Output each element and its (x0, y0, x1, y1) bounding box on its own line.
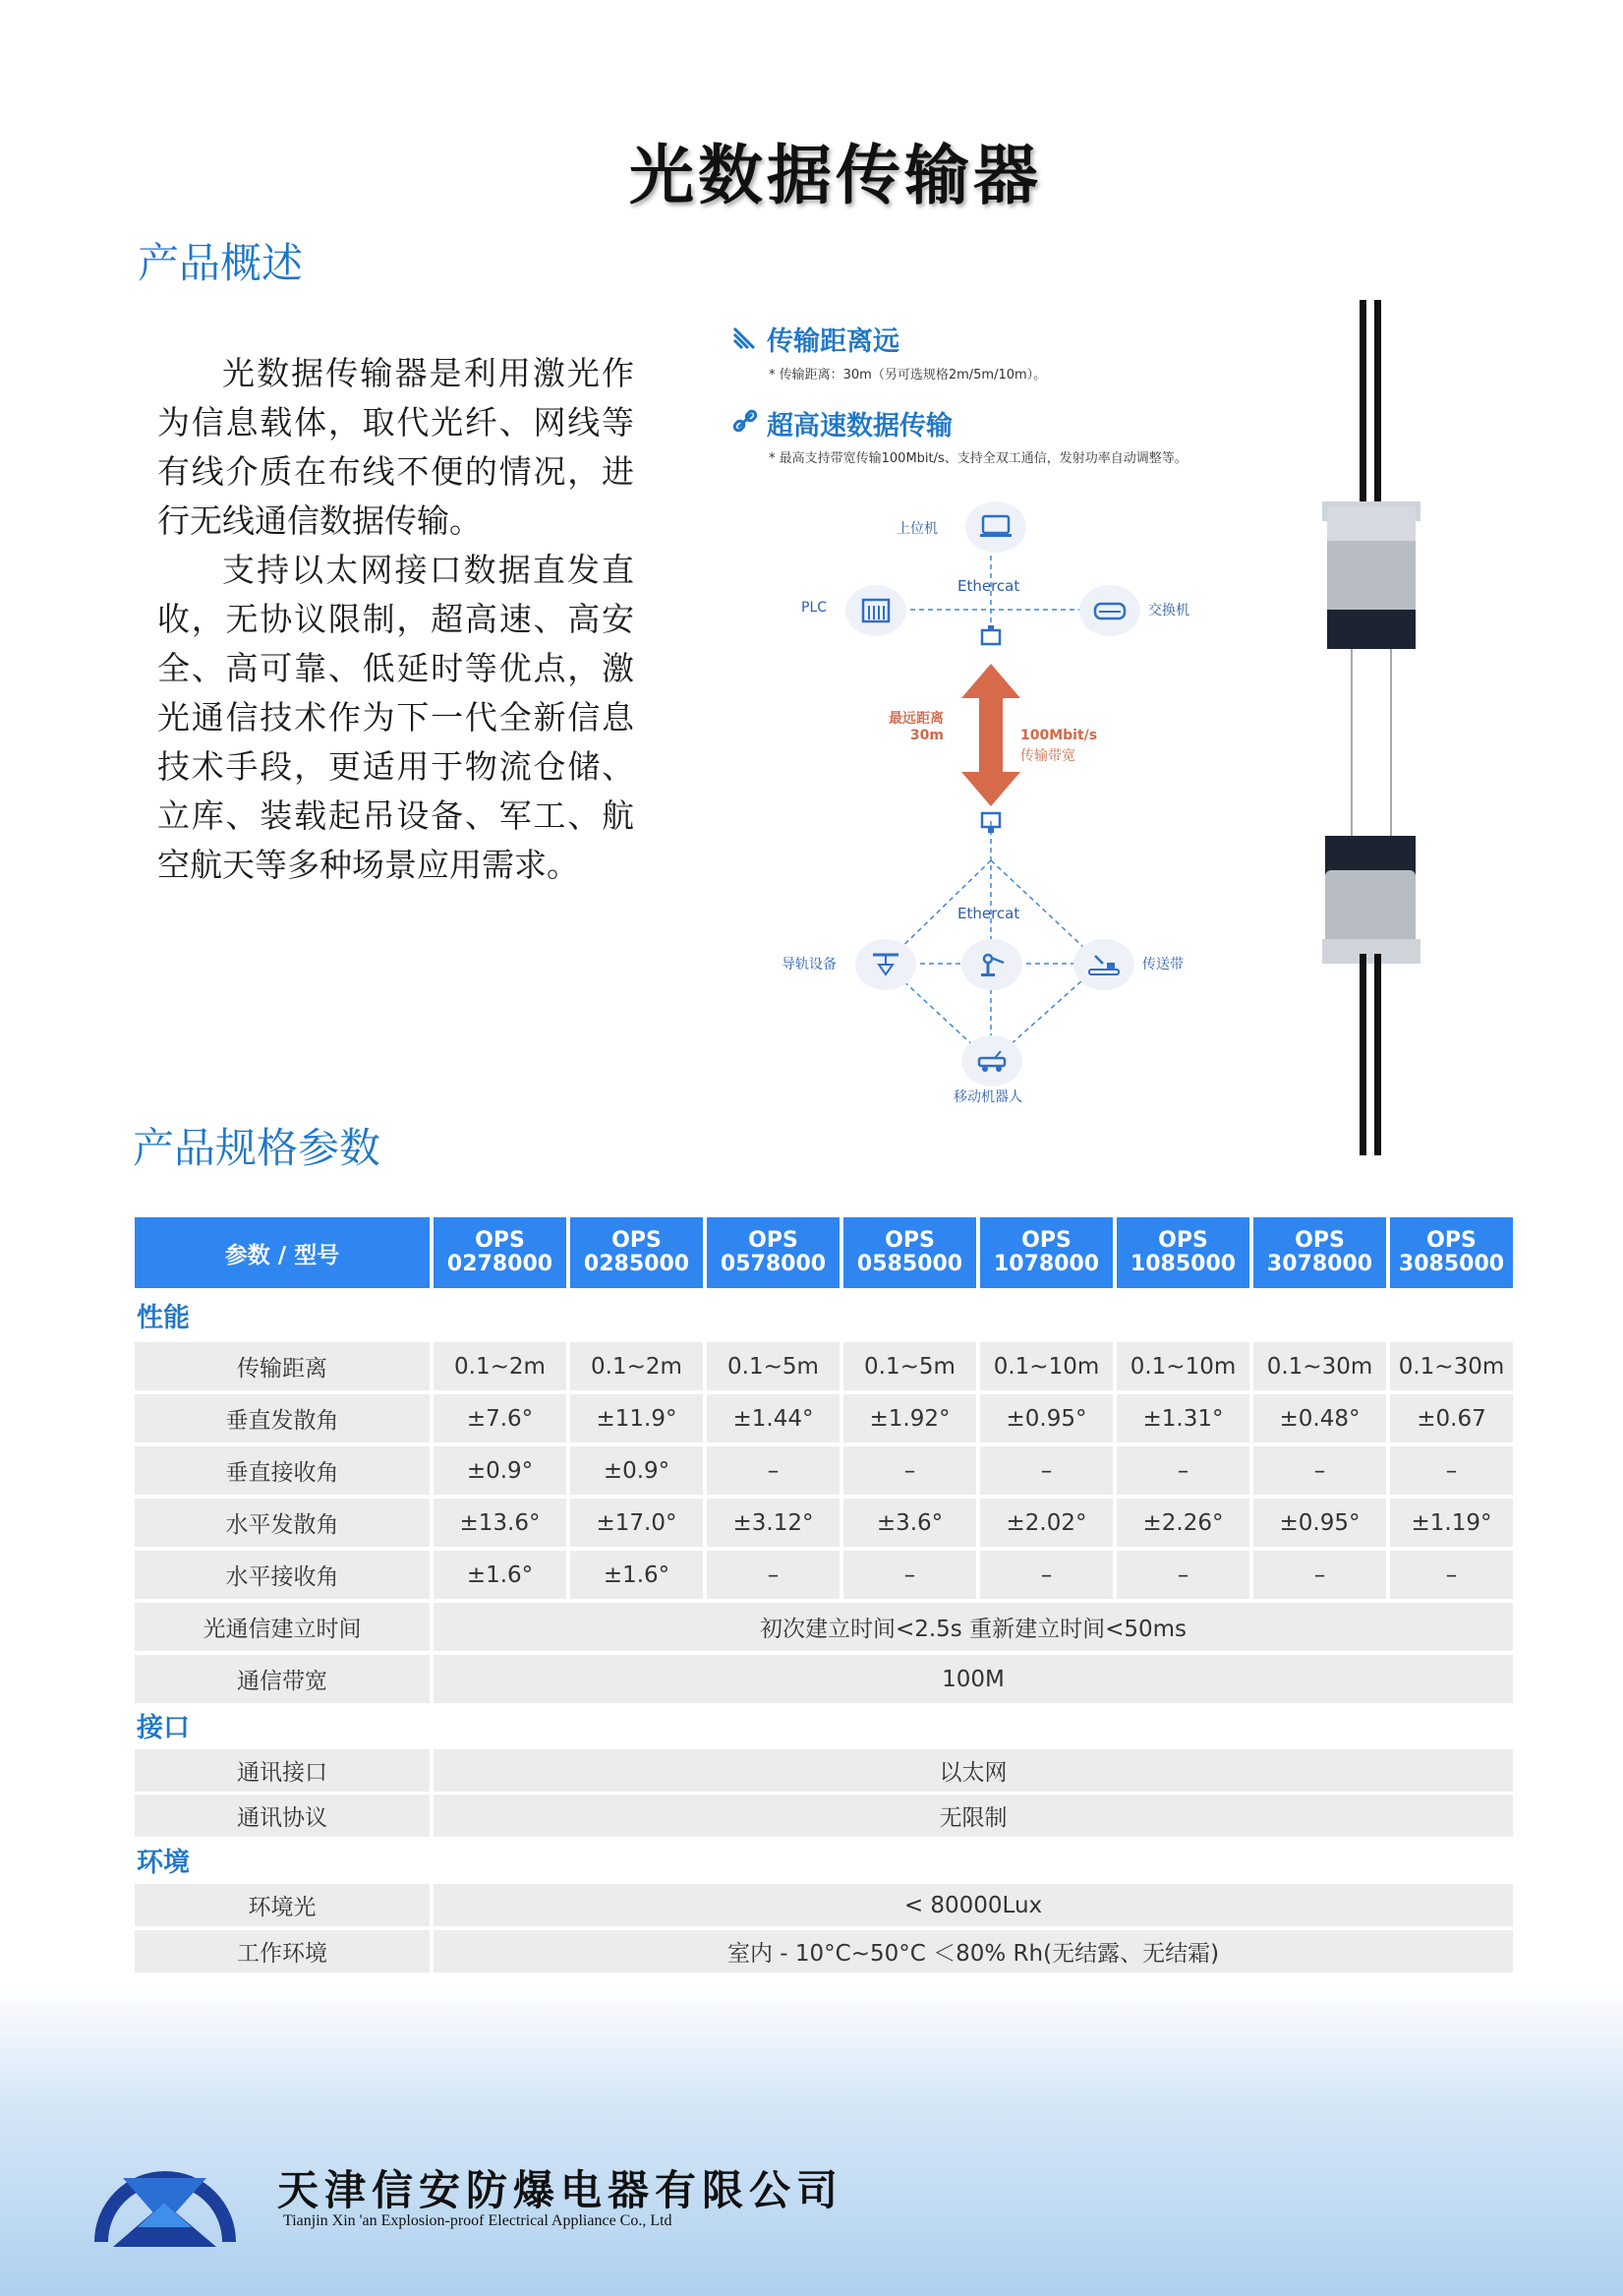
row-value: ±0.9° (434, 1446, 566, 1495)
row-value: ±1.31° (1117, 1394, 1249, 1442)
row-value: – (1390, 1446, 1513, 1495)
header-model-cell (1253, 1217, 1386, 1288)
row-value: ±1.6° (570, 1551, 703, 1599)
model-number: 3078000 (1266, 1252, 1373, 1276)
model-prefix: OPS (885, 1228, 935, 1253)
ethercat-label-top: Ethercat (957, 577, 1020, 595)
bandwidth-label: 传输带宽 (1020, 748, 1075, 764)
model-prefix: OPS (1021, 1228, 1072, 1253)
node-label-host: 上位机 (897, 521, 938, 537)
transceiver-top-icon (979, 624, 1003, 652)
header-model-cell (1117, 1217, 1249, 1288)
table-row (135, 1394, 1513, 1442)
table-row (135, 1655, 1513, 1703)
row-value: ±1.92° (843, 1394, 976, 1442)
node-label-conveyor: 传送带 (1142, 957, 1184, 972)
row-value: 0.1~5m (707, 1342, 840, 1390)
company-name-en: Tianjin Xin 'an Explosion-proof Electrical Appliance Co., Ltd (283, 2212, 672, 2229)
company-name-cn: 天津信安防爆电器有限公司 (277, 2166, 844, 2214)
row-label: 传输距离 (135, 1342, 430, 1390)
model-prefix: OPS (611, 1228, 662, 1253)
row-value: 0.1~5m (843, 1342, 976, 1390)
feature-desc-speed: * 最高支持带宽传输100Mbit/s、支持全双工通信，发射功率自动调整等。 (769, 451, 1188, 466)
header-model-cell (570, 1217, 703, 1288)
section-heading-spec: 产品规格参数 (133, 1124, 381, 1172)
conveyor-icon (1073, 939, 1134, 990)
row-value: – (1253, 1446, 1386, 1495)
row-value: ±1.6° (434, 1551, 566, 1599)
device-product-image (1312, 300, 1430, 1155)
switch-icon (1079, 585, 1140, 636)
host-computer-icon (965, 501, 1026, 553)
row-value: – (980, 1551, 1113, 1599)
feature-title-speed: 超高速数据传输 (767, 411, 953, 442)
row-value: ±3.6° (843, 1499, 976, 1547)
row-value: 0.1~30m (1253, 1342, 1386, 1390)
header-model-cell (843, 1217, 976, 1288)
model-prefix: OPS (1426, 1228, 1477, 1253)
row-value: – (1390, 1551, 1513, 1599)
row-value: ±1.19° (1390, 1499, 1513, 1547)
mobile-robot-icon (961, 1035, 1022, 1087)
bandwidth-value: 100Mbit/s (1020, 728, 1098, 743)
model-number: 1078000 (993, 1252, 1100, 1276)
model-prefix: OPS (1295, 1228, 1345, 1253)
row-value-span: 100M (434, 1655, 1513, 1703)
row-label: 通信带宽 (135, 1655, 430, 1703)
node-label-rail: 导轨设备 (782, 957, 837, 972)
row-value: ±2.26° (1117, 1499, 1249, 1547)
table-row (135, 1499, 1513, 1547)
model-number: 3085000 (1398, 1252, 1505, 1276)
model-prefix: OPS (748, 1228, 798, 1253)
row-value: ±0.95° (980, 1394, 1113, 1442)
model-prefix: OPS (1158, 1228, 1208, 1253)
row-value: ±1.44° (707, 1394, 840, 1442)
model-number: 0585000 (856, 1252, 963, 1276)
model-number: 0285000 (583, 1252, 690, 1276)
table-row (135, 1884, 1513, 1926)
page-title: 光数据传输器 (629, 138, 1042, 213)
table-row (135, 1342, 1513, 1390)
transceiver-bottom-icon (979, 811, 1003, 839)
ethercat-label-bottom: Ethercat (957, 905, 1020, 922)
table-row (135, 1446, 1513, 1495)
row-value: ±3.12° (707, 1499, 840, 1547)
row-value: ±0.48° (1253, 1394, 1386, 1442)
overview-paragraph: 支持以太网接口数据直发直收，无协议限制，超高速、高安全、高可靠、低延时等优点，激光通信技术作为下一代全新信息技术手段，更适用于物流仓储、立库、装载起吊设备、军工、航空航天等多种场景应用需求。 (157, 551, 634, 884)
row-value: – (843, 1446, 976, 1495)
row-label: 垂直发散角 (135, 1394, 430, 1442)
row-value-span: 无限制 (434, 1795, 1513, 1837)
model-number: 0278000 (446, 1252, 553, 1276)
row-value: ±17.0° (570, 1499, 703, 1547)
row-value-span: < 80000Lux (434, 1884, 1513, 1926)
model-prefix: OPS (475, 1228, 525, 1253)
group-label-environment: 环境 (137, 1848, 190, 1878)
row-value: – (843, 1551, 976, 1599)
table-row (135, 1551, 1513, 1599)
row-value: – (707, 1446, 840, 1495)
row-value: – (1117, 1446, 1249, 1495)
node-label-switch: 交换机 (1148, 603, 1189, 618)
row-value: – (980, 1446, 1113, 1495)
table-row (135, 1795, 1513, 1837)
table-row (135, 1603, 1513, 1651)
table-row (135, 1749, 1513, 1792)
row-value-span: 室内 - 10°C~50°C ＜80% Rh(无结露、无结霜) (434, 1930, 1513, 1972)
row-label: 水平接收角 (135, 1551, 430, 1599)
row-value: 0.1~30m (1390, 1342, 1513, 1390)
row-value: – (1253, 1551, 1386, 1599)
model-number: 0578000 (720, 1252, 827, 1276)
header-model-cell (980, 1217, 1113, 1288)
row-value: ±2.02° (980, 1499, 1113, 1547)
node-label-mobile-robot: 移动机器人 (954, 1089, 1022, 1105)
row-value: ±13.6° (434, 1499, 566, 1547)
row-label: 光通信建立时间 (135, 1603, 430, 1651)
feature-desc-distance: * 传输距离：30m（另可选规格2m/5m/10m）。 (769, 368, 1047, 383)
row-value: ±0.67 (1390, 1394, 1513, 1442)
company-logo (84, 2109, 246, 2257)
row-value-span: 以太网 (434, 1749, 1513, 1792)
node-label-plc: PLC (801, 600, 828, 616)
feature-title-distance: 传输距离远 (767, 326, 899, 357)
header-param-cell: 参数 / 型号 (135, 1217, 430, 1288)
row-label: 通讯接口 (135, 1749, 430, 1792)
section-heading-overview: 产品概述 (138, 239, 304, 287)
row-value: ±0.95° (1253, 1499, 1386, 1547)
row-value: 0.1~10m (1117, 1342, 1249, 1390)
row-value-span: 初次建立时间<2.5s 重新建立时间<50ms (434, 1603, 1513, 1651)
network-diagram (718, 310, 1327, 1155)
robot-arm-icon (961, 939, 1022, 990)
plc-icon (845, 585, 906, 636)
row-label: 环境光 (135, 1884, 430, 1926)
model-number: 1085000 (1130, 1252, 1237, 1276)
max-distance-value: 30m (909, 728, 944, 743)
row-label: 工作环境 (135, 1930, 430, 1972)
table-row (135, 1930, 1513, 1972)
row-label: 水平发散角 (135, 1499, 430, 1547)
header-model-cell (707, 1217, 840, 1288)
row-label: 垂直接收角 (135, 1446, 430, 1495)
row-value: 0.1~10m (980, 1342, 1113, 1390)
group-label-performance: 性能 (137, 1303, 190, 1333)
header-model-cell (1390, 1217, 1513, 1288)
row-value: ±11.9° (570, 1394, 703, 1442)
row-value: – (707, 1551, 840, 1599)
row-value: 0.1~2m (570, 1342, 703, 1390)
max-distance-label: 最远距离 (889, 711, 944, 727)
row-value: ±7.6° (434, 1394, 566, 1442)
table-header-row (135, 1217, 1513, 1288)
row-label: 通讯协议 (135, 1795, 430, 1837)
rail-device-icon (855, 939, 916, 990)
row-value: ±0.9° (570, 1446, 703, 1495)
row-value: – (1117, 1551, 1249, 1599)
group-label-interface: 接口 (137, 1713, 190, 1743)
header-model-cell (434, 1217, 566, 1288)
overview-paragraph: 光数据传输器是利用激光作为信息载体，取代光纤、网线等有线介质在布线不便的情况，进行无线通信数据传输。 (157, 354, 634, 540)
row-value: 0.1~2m (434, 1342, 566, 1390)
